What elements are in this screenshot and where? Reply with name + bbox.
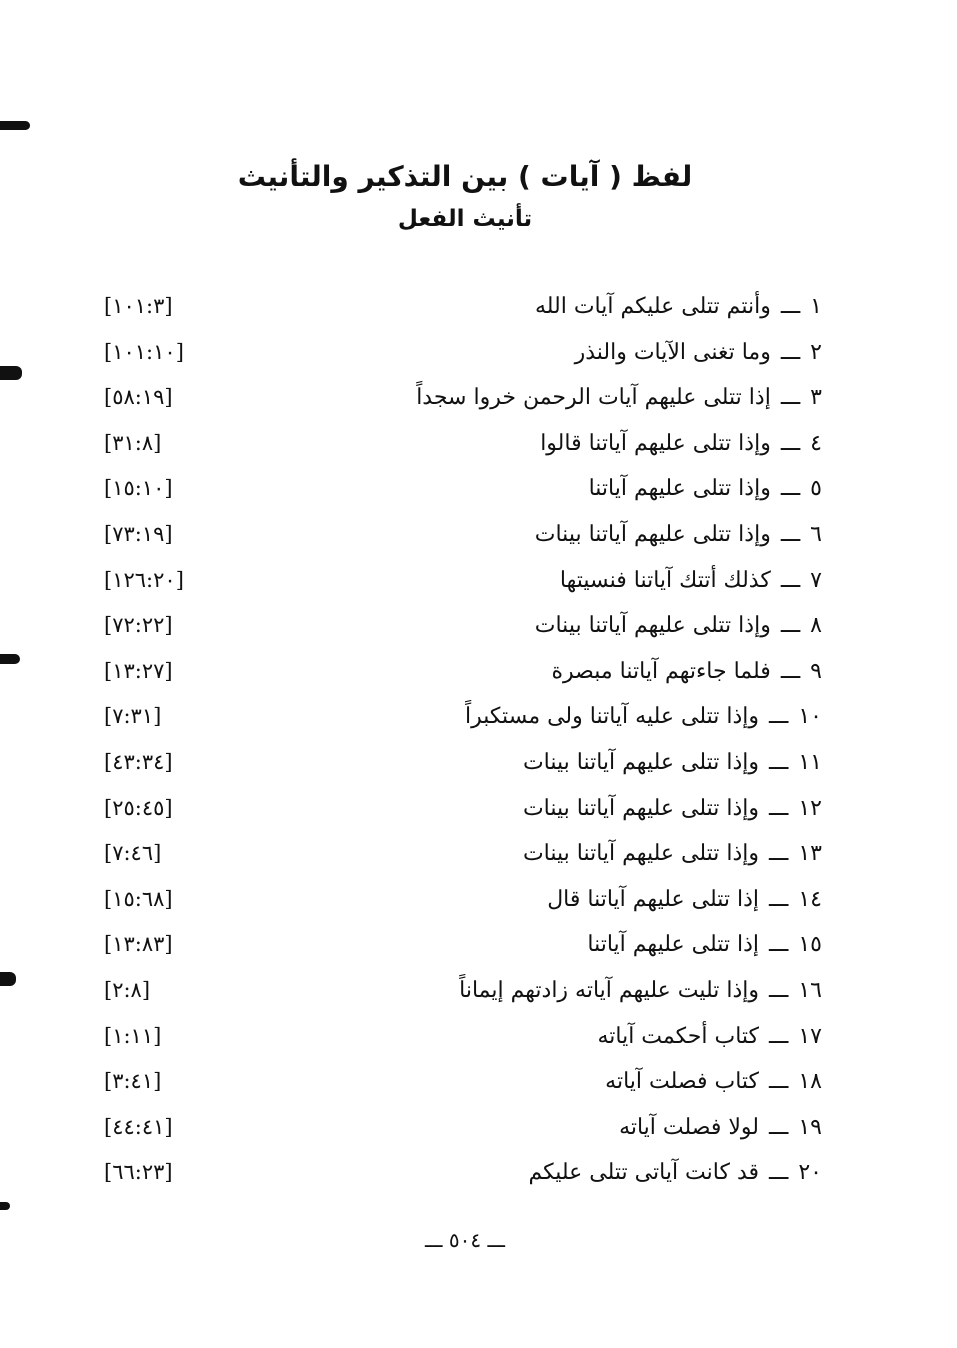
verse-text (547, 877, 822, 922)
entry-number: ١٨ (798, 1069, 822, 1095)
page-number: ـــ ٥٠٤ ـــ (424, 1228, 506, 1252)
verse-phrase: وإذا تتلى عليهم آياتنا بينات (534, 613, 771, 639)
verse-phrase: إذا تتلى عليهم آياتنا (587, 932, 760, 958)
verse-text (552, 649, 823, 694)
page-title: لفظ ( آيات ) بين التذكير والتأنيث (237, 160, 693, 193)
list-item (0, 1105, 957, 1151)
verse-text (459, 968, 822, 1013)
entry-number: ٦ (810, 521, 822, 547)
verse-phrase: وما تغنى الآيات والنذر (574, 339, 771, 365)
scan-edge-mark (0, 1202, 10, 1210)
list-item (0, 1014, 957, 1060)
list-item (0, 1059, 957, 1105)
list-item (0, 512, 957, 558)
entry-number: ١٧ (798, 1023, 822, 1049)
verse-phrase: كذلك أتتك آياتنا فنسيتها (559, 567, 771, 593)
list-item (0, 1150, 957, 1196)
entry-number: ٩ (810, 658, 822, 684)
verse-text (560, 558, 822, 603)
entry-number: ١ (810, 294, 822, 319)
entry-number: ١١ (798, 749, 822, 775)
entry-separator: ـــ (769, 841, 789, 867)
verse-text (575, 330, 822, 375)
verse-text (523, 786, 822, 831)
entry-separator: ـــ (769, 749, 789, 775)
entry-separator: ـــ (769, 1069, 789, 1095)
scan-edge-mark (0, 121, 30, 130)
verse-text (589, 466, 822, 511)
list-item (0, 831, 957, 877)
verse-text (416, 375, 822, 420)
verse-phrase: وإذا تتلى عليهم آياتنا بينات (534, 521, 771, 547)
list-item (0, 375, 957, 421)
verse-reference: [١٥:١٠] (104, 476, 173, 501)
verse-text (540, 421, 822, 466)
entry-number: ٣ (810, 385, 822, 411)
verse-reference: [٥٨:١٩] (104, 385, 173, 410)
list-item (0, 786, 957, 832)
page-subtitle: تأنيث الفعل (397, 206, 533, 232)
verse-reference: [١٠١:٣] (104, 294, 173, 318)
entry-separator: ـــ (780, 294, 801, 319)
entry-separator: ـــ (780, 567, 801, 593)
list-item (0, 466, 957, 512)
verse-phrase: إذا تتلى عليهم آيات الرحمن خروا سجداً (416, 385, 771, 411)
entry-separator: ـــ (769, 1160, 789, 1186)
verse-reference: [١٣:٨٣] (104, 932, 173, 957)
verse-reference: [٢٥:٤٥] (104, 795, 173, 820)
verse-phrase: قد كانت آياتى تتلى عليكم (528, 1160, 760, 1186)
entry-number: ١٣ (798, 841, 822, 867)
verse-text (465, 694, 822, 739)
entry-separator: ـــ (769, 704, 789, 730)
verse-text (528, 1150, 822, 1195)
entry-separator: ـــ (780, 613, 801, 639)
list-item (0, 603, 957, 649)
entry-number: ٥ (810, 476, 822, 502)
verse-phrase: وإذا تتلى عليهم آياتنا بينات (522, 841, 760, 867)
entry-separator: ـــ (780, 339, 801, 365)
entry-separator: ـــ (769, 1023, 789, 1049)
verse-reference: [١:١١] (104, 1023, 162, 1048)
list-item (0, 877, 957, 923)
verse-phrase: وإذا تتلى عليهم آياتنا (588, 476, 771, 502)
list-item (0, 968, 957, 1014)
verse-text (597, 1014, 822, 1059)
verse-phrase: وإذا تليت عليهم آياته زادتهم إيماناً (459, 977, 760, 1003)
verse-text (523, 831, 822, 876)
verse-reference: [٣:٤١] (104, 1069, 162, 1094)
verse-reference: [٧:٣١] (104, 704, 162, 729)
entry-separator: ـــ (780, 476, 801, 502)
verse-phrase: وإذا تتلى عليهم آياتنا بينات (522, 749, 760, 775)
verse-phrase: إذا تتلى عليهم آياتنا قال (547, 886, 760, 912)
entry-separator: ـــ (769, 886, 789, 912)
list-item (0, 740, 957, 786)
verse-phrase: لولا فصلت آياته (619, 1114, 760, 1140)
verse-reference: [٧٢:٢٢] (104, 613, 173, 638)
list-item (0, 330, 957, 376)
verse-reference: [٣١:٨] (104, 430, 162, 455)
verse-text (535, 284, 822, 329)
verse-phrase: كتاب أحكمت آياته (597, 1023, 760, 1049)
verse-reference: [٧٣:١٩] (104, 521, 173, 546)
list-item (0, 922, 957, 968)
entry-separator: ـــ (780, 385, 801, 411)
verse-phrase: كتاب فصلت آياته (605, 1069, 760, 1095)
verse-text (619, 1105, 822, 1150)
verse-reference: [١٣:٢٧] (104, 658, 173, 683)
verse-list (0, 284, 957, 1196)
list-item (0, 421, 957, 467)
verse-text (535, 603, 822, 648)
verse-phrase: فلما جاءتهم آياتنا مبصرة (551, 658, 771, 684)
verse-phrase: وإذا تتلى عليه آياتنا ولى مستكبراً (465, 704, 760, 730)
entry-number: ١٤ (798, 886, 822, 912)
list-item (0, 694, 957, 740)
entry-number: ٢٠ (798, 1160, 822, 1186)
verse-phrase: وإذا تتلى عليهم آياتنا قالوا (540, 430, 771, 456)
verse-text (523, 740, 822, 785)
entry-separator: ـــ (780, 521, 801, 547)
verse-reference: [١٢٦:٢٠] (104, 567, 184, 592)
verse-reference: [٢:٨] (104, 977, 151, 1002)
list-item (0, 558, 957, 604)
entry-number: ١٠ (798, 704, 822, 730)
verse-text (535, 512, 822, 557)
entry-number: ١٥ (798, 932, 822, 958)
entry-separator: ـــ (769, 977, 789, 1003)
verse-reference: [٦٦:٢٣] (104, 1160, 173, 1185)
entry-number: ١٦ (798, 977, 822, 1003)
entry-number: ٨ (810, 613, 822, 639)
verse-reference: [١٥:٦٨] (104, 886, 173, 911)
verse-phrase: وإذا تتلى عليهم آياتنا بينات (522, 795, 760, 821)
verse-reference: [٤٤:٤١] (104, 1114, 173, 1139)
entry-separator: ـــ (780, 658, 801, 684)
entry-number: ٤ (810, 430, 822, 456)
entry-number: ٧ (810, 567, 822, 593)
entry-number: ١٢ (798, 795, 822, 821)
entry-separator: ـــ (769, 1114, 789, 1140)
entry-separator: ـــ (769, 795, 789, 821)
verse-phrase: وأنتم تتلى عليكم آيات الله (534, 294, 771, 319)
list-item (0, 649, 957, 695)
entry-separator: ـــ (780, 430, 801, 456)
list-item (0, 284, 957, 330)
verse-reference: [٤٣:٣٤] (104, 749, 173, 774)
verse-text (605, 1059, 822, 1104)
verse-reference: [١٠١:١٠] (104, 339, 184, 364)
entry-separator: ـــ (769, 932, 789, 958)
verse-text (587, 922, 822, 967)
verse-reference: [٧:٤٦] (104, 841, 162, 866)
entry-number: ١٩ (798, 1114, 822, 1140)
entry-number: ٢ (810, 339, 822, 365)
